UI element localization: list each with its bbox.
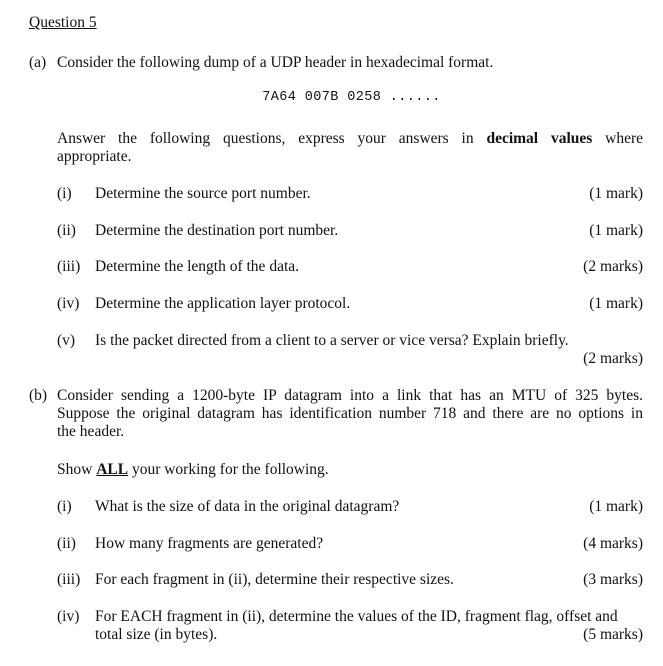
b-item-label: (iv) [57,608,80,625]
a-item-marks: (2 marks) [583,258,643,275]
b-item-text: How many fragments are generated? [95,535,324,552]
a-item-text: Determine the source port number. [95,185,311,202]
question-title: Question 5 [29,14,97,31]
a-item-label: (v) [57,332,76,349]
instruction-pre: Answer the following questions, express your answers in [57,130,474,147]
part-a-intro: Consider the following dump of a UDP header in hexadecimal format. [57,54,494,71]
b-item-text: For each fragment in (ii), determine their respective sizes. [95,571,454,588]
a-item-marks: (2 marks) [583,350,643,367]
show-pre: Show [57,461,93,478]
instruction-post: where [605,130,644,147]
instruction-line2: appropriate. [57,148,132,165]
a-item-text: Determine the destination port number. [95,222,339,239]
b-item-marks: (5 marks) [583,626,643,643]
b-item-text: What is the size of data in the original datagram? [95,498,400,515]
b-item-marks: (4 marks) [583,535,643,552]
b-item-label: (i) [57,498,72,515]
b-intro-line: Suppose the original datagram has identification number 718 and there are no options in [57,405,643,422]
a-item-label: (ii) [57,222,76,239]
a-item-text: Determine the length of the data. [95,258,300,275]
a-item-text: Determine the application layer protocol. [95,295,351,312]
part-a-label: (a) [29,54,47,71]
a-item-text: Is the packet directed from a client to a server or vice versa? Explain briefly. [95,332,569,349]
instruction-bold: decimal values [486,130,593,147]
b-item-marks: (1 mark) [589,498,643,515]
b-intro-line: the header. [57,423,125,440]
a-item-marks: (1 mark) [589,295,643,312]
a-item-label: (i) [57,185,72,202]
b-item-text: For EACH fragment in (ii), determine the values of the ID, fragment flag, offset and [95,608,618,625]
part-b-intro [57,387,643,441]
b-intro-line: Consider sending a 1200-byte IP datagram into a link that has an MTU of 325 bytes. [57,387,643,404]
part-a-instruction [57,130,643,166]
show-post: your working for the following. [131,461,329,478]
part-b-label: (b) [29,387,48,404]
b-item-label: (iii) [57,571,81,588]
b-item-text: total size (in bytes). [95,626,218,643]
b-item-label: (ii) [57,535,76,552]
a-item-marks: (1 mark) [589,222,643,239]
a-item-label: (iv) [57,295,80,312]
b-show-instruction [57,461,329,479]
udp-hex-dump: 7A64 007B 0258 ...... [262,90,441,105]
b-item-marks: (3 marks) [583,571,643,588]
a-item-label: (iii) [57,258,81,275]
a-item-marks: (1 mark) [589,185,643,202]
show-emph: ALL [96,461,129,478]
